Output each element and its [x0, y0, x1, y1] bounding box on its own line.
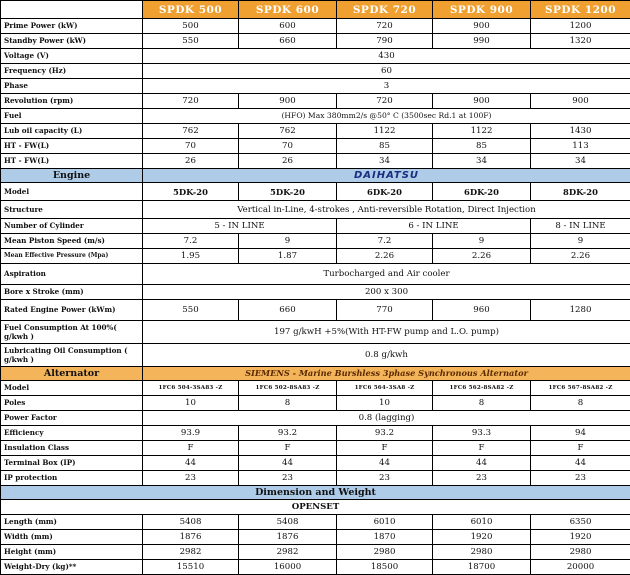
cell: 44	[143, 456, 239, 471]
engine-section-row	[1, 169, 630, 183]
model-header: SPDK 600	[239, 1, 337, 19]
cell: 44	[433, 456, 531, 471]
cell: 44	[531, 456, 630, 471]
cell: 2.26	[433, 249, 531, 264]
cell: 900	[433, 94, 531, 109]
cell: 2.26	[531, 249, 630, 264]
section-title: Dimension and Weight	[1, 486, 630, 500]
table-row	[1, 545, 630, 560]
cell: 1122	[337, 124, 433, 139]
cell: F	[531, 441, 630, 456]
cell: 5 - IN LINE	[143, 219, 337, 234]
engine-brand: DAIHATSU	[143, 169, 630, 183]
cell: 2982	[143, 545, 239, 560]
cell: 9	[531, 234, 630, 249]
cell: 2980	[531, 545, 630, 560]
cell: 23	[531, 471, 630, 486]
cell: 34	[337, 154, 433, 169]
openset-label: OPENSET	[1, 500, 630, 515]
table-row	[1, 264, 630, 285]
cell: 1FC6 504-3SA83 -Z	[143, 381, 239, 396]
table-row	[1, 471, 630, 486]
cell: 20000	[531, 560, 630, 575]
row-label: Lub oil capacity (L)	[1, 124, 143, 139]
row-label: Power Factor	[1, 411, 143, 426]
cell: 85	[337, 139, 433, 154]
cell: 1FC6 564-3SA8 -Z	[337, 381, 433, 396]
cell: 18700	[433, 560, 531, 575]
cell: 9	[239, 234, 337, 249]
row-label: Efficiency	[1, 426, 143, 441]
cell: 6DK-20	[337, 183, 433, 201]
cell: 200 x 300	[143, 285, 630, 300]
table-row	[1, 64, 630, 79]
cell: 6DK-20	[433, 183, 531, 201]
cell: 1876	[239, 530, 337, 545]
cell: 8 - IN LINE	[531, 219, 630, 234]
table-row	[1, 139, 630, 154]
table-row	[1, 515, 630, 530]
cell: 1920	[531, 530, 630, 545]
table-row	[1, 456, 630, 471]
row-label: Length (mm)	[1, 515, 143, 530]
cell: 8	[531, 396, 630, 411]
row-label: Frequency (Hz)	[1, 64, 143, 79]
row-label: HT - FW(L)	[1, 154, 143, 169]
cell: 8	[433, 396, 531, 411]
cell: 2.26	[337, 249, 433, 264]
table-row	[1, 321, 630, 344]
cell: 6010	[337, 515, 433, 530]
cell: 6 - IN LINE	[337, 219, 531, 234]
table-row	[1, 396, 630, 411]
table-row	[1, 201, 630, 219]
cell: 16000	[239, 560, 337, 575]
row-label: Model	[1, 183, 143, 201]
cell: 1320	[531, 34, 630, 49]
cell: 93.9	[143, 426, 239, 441]
cell: 2980	[337, 545, 433, 560]
cell: 720	[143, 94, 239, 109]
row-label: Number of Cylinder	[1, 219, 143, 234]
table-row	[1, 154, 630, 169]
row-label: Revolution (rpm)	[1, 94, 143, 109]
cell: Vertical in-Line, 4-strokes , Anti-reversible Rotation, Direct Injection	[143, 201, 630, 219]
alternator-section-row	[1, 367, 630, 381]
cell: 790	[337, 34, 433, 49]
cell: 60	[143, 64, 630, 79]
cell: 23	[433, 471, 531, 486]
cell: F	[433, 441, 531, 456]
cell: 1.95	[143, 249, 239, 264]
header-corner	[1, 1, 143, 19]
table-row	[1, 441, 630, 456]
cell: 762	[143, 124, 239, 139]
cell: 430	[143, 49, 630, 64]
cell: 0.8 (lagging)	[143, 411, 630, 426]
row-label: Model	[1, 381, 143, 396]
cell: 26	[143, 154, 239, 169]
cell: F	[143, 441, 239, 456]
table-row	[1, 34, 630, 49]
cell: 70	[143, 139, 239, 154]
table-row	[1, 285, 630, 300]
cell: 93.2	[239, 426, 337, 441]
cell: (HFO) Max 380mm2/s @50° C (3500sec Rd.1 at 100F)	[143, 109, 630, 124]
table-row	[1, 183, 630, 201]
row-label: Mean Piston Speed (m/s)	[1, 234, 143, 249]
cell: 0.8 g/kwh	[143, 344, 630, 367]
row-label: Prime Power (kW)	[1, 19, 143, 34]
table-row	[1, 381, 630, 396]
cell: 720	[337, 94, 433, 109]
cell: 34	[433, 154, 531, 169]
cell: 93.3	[433, 426, 531, 441]
row-label: Terminal Box (IP)	[1, 456, 143, 471]
row-label: IP protection	[1, 471, 143, 486]
model-header-row	[1, 1, 630, 19]
table-row	[1, 249, 630, 264]
cell: 1200	[531, 19, 630, 34]
table-row	[1, 300, 630, 321]
cell: 5DK-20	[239, 183, 337, 201]
row-label: Fuel	[1, 109, 143, 124]
cell: 10	[143, 396, 239, 411]
row-label: Width (mm)	[1, 530, 143, 545]
table-row	[1, 19, 630, 34]
cell: 660	[239, 34, 337, 49]
table-row	[1, 234, 630, 249]
cell: 70	[239, 139, 337, 154]
alternator-brand: SIEMENS - Marine Burshless 3phase Synchronous Alternator	[143, 367, 630, 381]
openset-row	[1, 500, 630, 515]
dimension-section-row	[1, 486, 630, 500]
cell: 1870	[337, 530, 433, 545]
cell: 500	[143, 19, 239, 34]
cell: 2980	[433, 545, 531, 560]
cell: 197 g/kwH +5%(With HT-FW pump and L.O. pump)	[143, 321, 630, 344]
cell: 960	[433, 300, 531, 321]
cell: 1FC6 562-8SA82 -Z	[433, 381, 531, 396]
cell: 1FC6 502-8SA83 -Z	[239, 381, 337, 396]
model-header: SPDK 500	[143, 1, 239, 19]
cell: 900	[239, 94, 337, 109]
cell: Turbocharged and Air cooler	[143, 264, 630, 285]
cell: 94	[531, 426, 630, 441]
model-header: SPDK 900	[433, 1, 531, 19]
row-label: Fuel Consumption At 100%( g/kwh )	[1, 321, 143, 344]
cell: 5DK-20	[143, 183, 239, 201]
cell: 900	[531, 94, 630, 109]
row-label: Weight-Dry (kg)**	[1, 560, 143, 575]
cell: 550	[143, 34, 239, 49]
cell: 660	[239, 300, 337, 321]
row-label: Lubricating Oil Consumption ( g/kwh )	[1, 344, 143, 367]
cell: F	[337, 441, 433, 456]
row-label: Phase	[1, 79, 143, 94]
cell: 113	[531, 139, 630, 154]
table-row	[1, 109, 630, 124]
row-label: HT - FW(L)	[1, 139, 143, 154]
cell: 1280	[531, 300, 630, 321]
table-row	[1, 411, 630, 426]
cell: 44	[239, 456, 337, 471]
row-label: Poles	[1, 396, 143, 411]
cell: 9	[433, 234, 531, 249]
cell: 6350	[531, 515, 630, 530]
cell: 7.2	[337, 234, 433, 249]
cell: 26	[239, 154, 337, 169]
cell: 990	[433, 34, 531, 49]
cell: 8DK-20	[531, 183, 630, 201]
cell: 23	[239, 471, 337, 486]
cell: 5408	[143, 515, 239, 530]
model-header: SPDK 1200	[531, 1, 630, 19]
cell: 3	[143, 79, 630, 94]
cell: 2982	[239, 545, 337, 560]
cell: 7.2	[143, 234, 239, 249]
row-label: Standby Power (kW)	[1, 34, 143, 49]
cell: 550	[143, 300, 239, 321]
cell: F	[239, 441, 337, 456]
cell: 1FC6 567-8SA82 -Z	[531, 381, 630, 396]
cell: 18500	[337, 560, 433, 575]
table-row	[1, 94, 630, 109]
cell: 23	[337, 471, 433, 486]
cell: 6010	[433, 515, 531, 530]
table-row	[1, 124, 630, 139]
row-label: Bore x Stroke (mm)	[1, 285, 143, 300]
row-label: Aspiration	[1, 264, 143, 285]
cell: 15510	[143, 560, 239, 575]
table-row	[1, 530, 630, 545]
table-row	[1, 560, 630, 575]
cell: 10	[337, 396, 433, 411]
row-label: Height (mm)	[1, 545, 143, 560]
cell: 900	[433, 19, 531, 34]
cell: 23	[143, 471, 239, 486]
cell: 600	[239, 19, 337, 34]
row-label: Structure	[1, 201, 143, 219]
section-title: Engine	[1, 169, 143, 183]
cell: 1430	[531, 124, 630, 139]
cell: 720	[337, 19, 433, 34]
row-label: Mean Effective Pressure (Mpa)	[1, 249, 143, 264]
cell: 93.2	[337, 426, 433, 441]
cell: 1.87	[239, 249, 337, 264]
table-row	[1, 49, 630, 64]
cell: 44	[337, 456, 433, 471]
model-header: SPDK 720	[337, 1, 433, 19]
cell: 5408	[239, 515, 337, 530]
cell: 34	[531, 154, 630, 169]
table-row	[1, 79, 630, 94]
row-label: Voltage (V)	[1, 49, 143, 64]
cell: 762	[239, 124, 337, 139]
row-label: Insulation Class	[1, 441, 143, 456]
section-title: Alternator	[1, 367, 143, 381]
cell: 770	[337, 300, 433, 321]
cell: 1122	[433, 124, 531, 139]
table-row	[1, 219, 630, 234]
cell: 1876	[143, 530, 239, 545]
cell: 8	[239, 396, 337, 411]
row-label: Rated Engine Power (kWm)	[1, 300, 143, 321]
table-row	[1, 344, 630, 367]
cell: 1920	[433, 530, 531, 545]
cell: 85	[433, 139, 531, 154]
table-row	[1, 426, 630, 441]
